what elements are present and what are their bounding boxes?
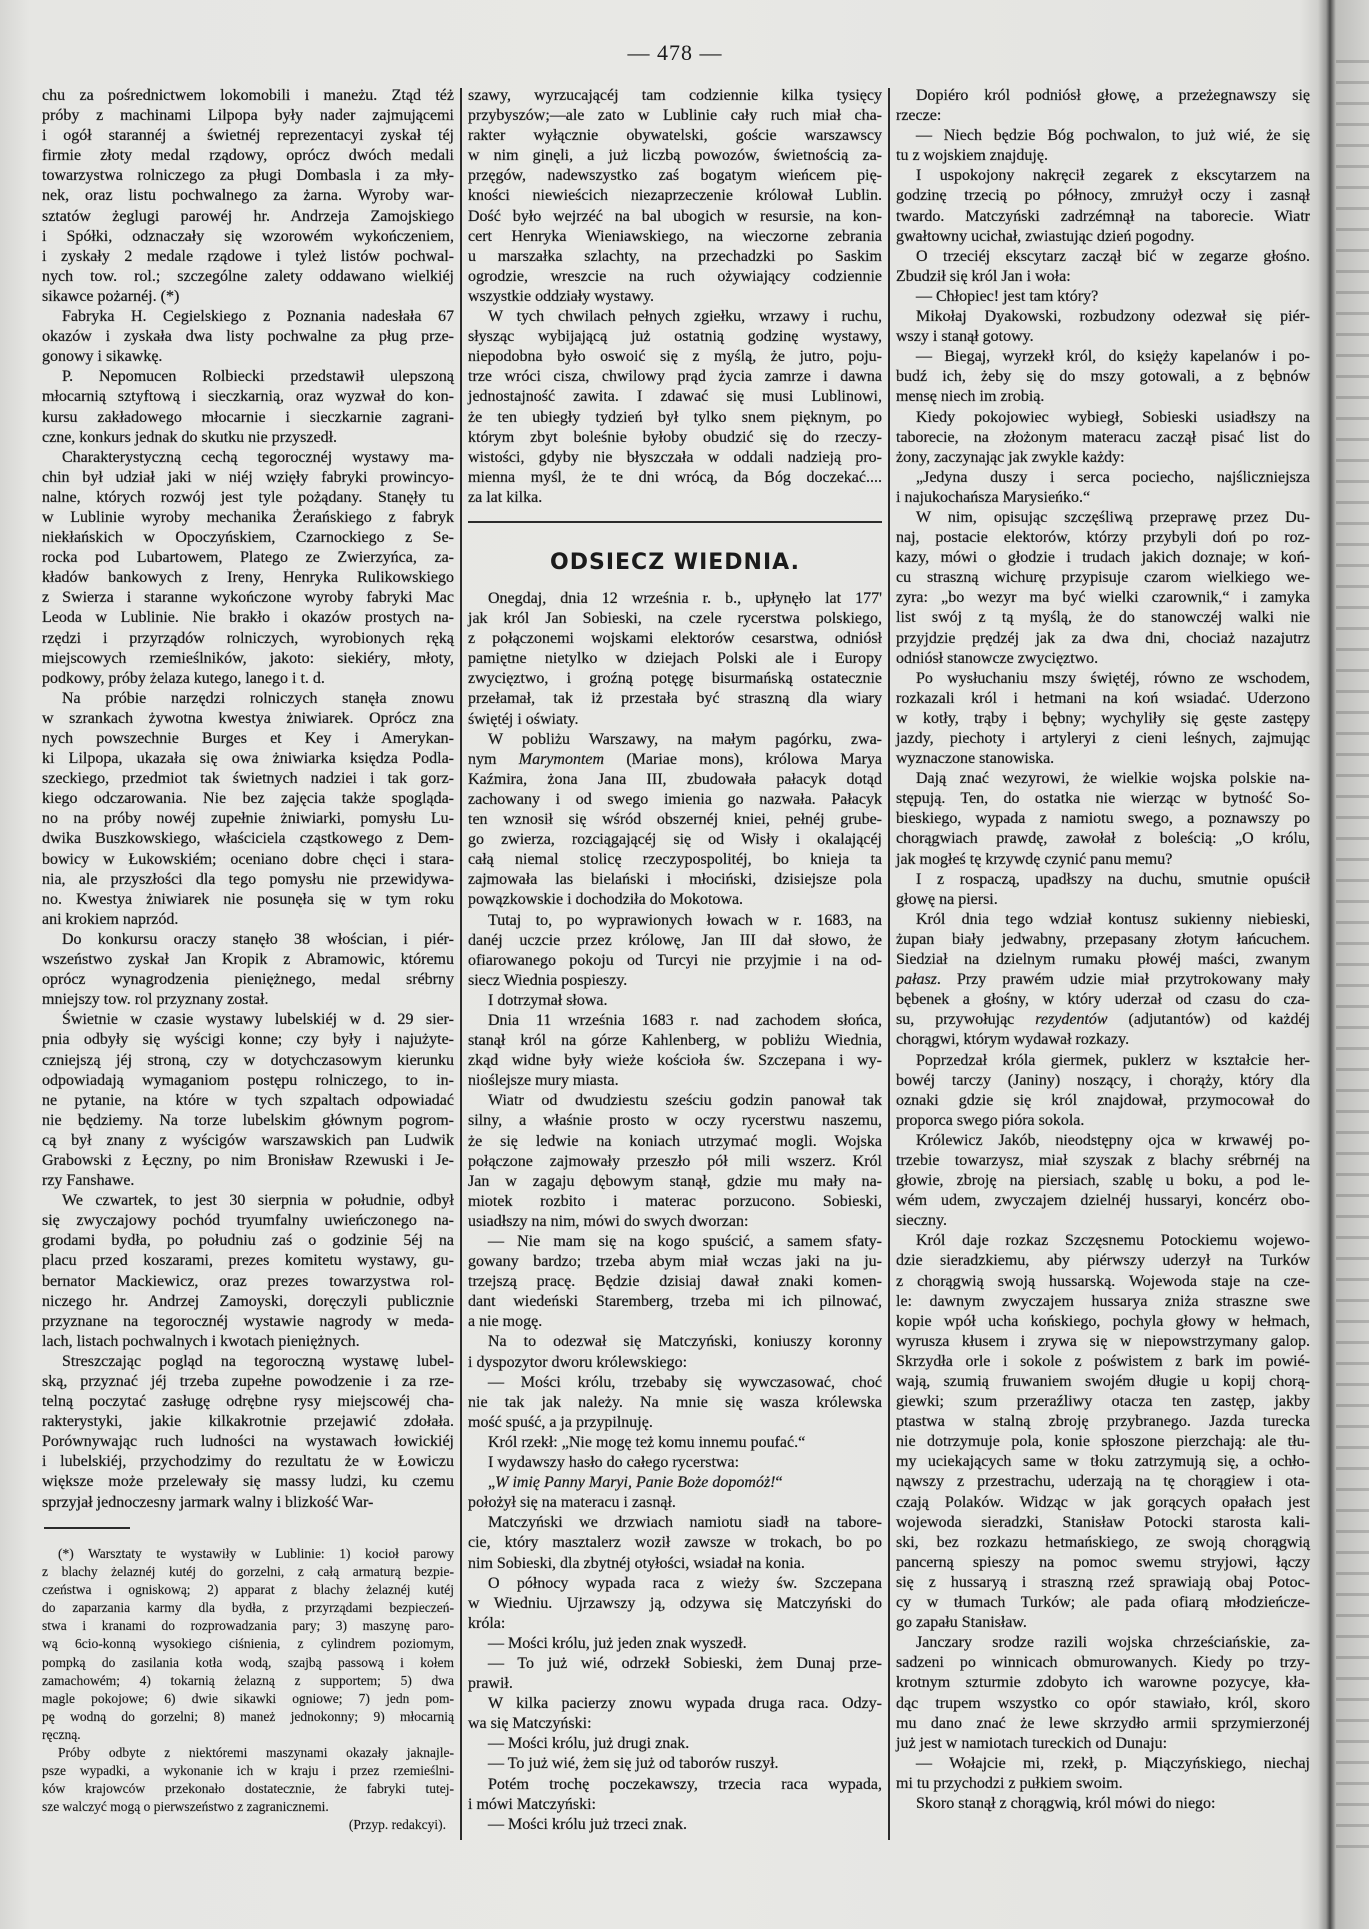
text-line: mienna myśl, że te dni wrócą, da Bóg doczekać.... <box>468 468 882 486</box>
text-line: Leoda w Lublinie. Nie brakło i okazów prostych na- <box>42 609 454 627</box>
text-line: sieczny. <box>896 1212 947 1230</box>
text-line: mi tu przychodzi z pułkiem swoim. <box>896 1774 1123 1792</box>
text-line: Janczary srodze razili wojska chrześciańskie, za- <box>916 1634 1310 1652</box>
text-line: le: dawnym zwyczajem hussarya zniża straszne swe <box>896 1292 1310 1310</box>
text-line: — Mości królu, już drugi znak. <box>488 1735 690 1753</box>
text-line: ne pytanie, na które w tych szpaltach odpowiadać <box>42 1091 454 1109</box>
text-line: Po wysłuchaniu mszy świętéj, równo ze wschodem, <box>916 669 1310 687</box>
text-line: miejscowych rzemieślników, jakoto: siekiéry, młoty, <box>42 649 454 667</box>
text-line: P. Nepomucen Rolbiecki przedstawił ulepszoną <box>62 368 454 386</box>
text-line: oznaki gdzie się król znajdował, przymocował do <box>896 1091 1310 1109</box>
text-span: (adjutantów) od każdéj <box>1107 1011 1311 1029</box>
text-line: psze wypadki, a wykonanie ich w kraju i przez rzemieślni- <box>42 1763 454 1779</box>
column-3 <box>896 86 1310 1814</box>
text-line: nioślejsze mury miasta. <box>468 1072 619 1090</box>
text-line: Dają znać wezyrowi, że wielkie wojska polskie na- <box>916 770 1310 788</box>
text-line: Skoro stanął z chorągwią, król mówi do niego: <box>916 1794 1216 1812</box>
text-line: że się ledwie na koniach utrzymać mogli. Wojska <box>468 1132 882 1150</box>
text-line: rocka pod Lubartowem, Platego ze Zwierzyńca, za- <box>42 549 454 567</box>
text-line: oprócz wynagrodzenia pieniężnego, medal srébrny <box>42 971 454 989</box>
text-line: za lat kilka. <box>468 488 543 506</box>
text-line: wą 6cio-konną wysokiego ciśnienia, z cylindrem poziomym, <box>42 1636 454 1652</box>
text-line: chu za pośrednictwem lokomobili i maneżu. Ztąd téż <box>42 87 454 104</box>
text-line: czne, konkurs jednak do skutku nie przyszedł. <box>42 428 338 446</box>
text-line: Na to odezwał się Matczyński, koniuszy koronny <box>488 1333 882 1351</box>
text-line: zajmowała las bielański i młociński, dzisiejsze pola <box>468 871 882 889</box>
text-line: pę wodną do gorzelni; 8) maneż jednokonny; 9) młocarnią <box>42 1708 454 1724</box>
text-line: króla: <box>468 1614 506 1632</box>
text-line: Król dnia tego wdział kontusz sukienny niebieski, <box>916 910 1310 928</box>
text-line: nąwszy z przestrachu, uderzają na tę chorągiew i ota- <box>896 1473 1310 1491</box>
text-line: naj, postacie elektorów, którzy przybyli doń po roz- <box>896 529 1310 547</box>
text-line: ski, bez rozkazu hetmańskiego, ze swoją chorągwią <box>896 1533 1310 1551</box>
text-line: a nie mogę. <box>468 1313 543 1331</box>
text-line: mensę niech im zrobią. <box>896 388 1045 406</box>
text-line: sze walczyć mogą o pierwszeństwo z zagranicznemi. <box>42 1799 329 1815</box>
text-line: prawił. <box>468 1675 513 1693</box>
text-line: no na próby nowéj zupełnie żniwiarki, pomysłu Lu- <box>42 810 454 828</box>
text-line: Onegdaj, dnia 12 września r. b., upłynęło lat 177' <box>488 590 882 607</box>
text-line: Dnia 11 września 1683 r. nad zachodem słońca, <box>488 1011 882 1029</box>
text-line: Porównywając ruch ludności na wystawach łowickiéj <box>42 1433 454 1451</box>
text-line: wyznaczone stanowiska. <box>896 750 1055 768</box>
text-line: I uspokojony nakręcił zegarek z ekscytarzem na <box>916 167 1310 185</box>
text-line: rzy Fanshawe. <box>42 1172 135 1190</box>
text-line: — Niech będzie Bóg pochwalon, to już wié, że się <box>916 127 1310 145</box>
text-line: i Spółki, odznaczały się wzorowém wykończeniem, <box>42 227 454 245</box>
text-line: Na próbie narzędzi rolniczych stanęła znowu <box>62 689 454 707</box>
page-number: — 478 — <box>627 40 723 65</box>
text-line: zyra: „bo wezyr ma być wielki czarownik,“ i zamyka <box>896 589 1310 607</box>
text-line: dant wiedeński Staremberg, trzeba mi ich pilnować, <box>468 1293 882 1311</box>
text-line: ten wznosił się wśród obszernéj kniei, pełnéj grube- <box>468 811 882 829</box>
adjacent-page-edge <box>1336 60 1369 1860</box>
text-line: ptastwa w stalną zbroję przybranego. Jazda turecka <box>896 1413 1310 1431</box>
text-line: godzinę trzecią po północy, zmrużył oczy i zasnął <box>896 187 1310 205</box>
text-span: su, przywołując <box>896 1011 1036 1029</box>
text-line: żupan biały jedwabny, przepasany złotym łańcuchem. <box>896 930 1310 948</box>
footnote-divider <box>44 1527 130 1529</box>
text-line: — Mości królu, trzebaby się wywczasować, choć <box>488 1373 882 1391</box>
text-line: Do konkursu oraczy stanęło 38 włościan, i piér- <box>62 930 454 948</box>
text-line: odniósł stanowcze zwycięztwo. <box>896 649 1099 667</box>
text-span: (Mariae mons), królowa Marya <box>604 750 882 768</box>
text-line: chin był udział jaki w niéj wzięły fabryki prowincyo- <box>42 468 454 486</box>
text-line: większe może przelewały się massy ludzi, ku czemu <box>42 1473 454 1491</box>
text-line: u marszałka szlachty, na przechadzki po Saskim <box>468 247 882 265</box>
text-line: I z rospaczą, upadłszy na duchu, smutnie opuścił <box>916 870 1310 888</box>
text-line: I wydawszy hasło do całego rycerstwa: <box>488 1454 740 1472</box>
text-line: Zbudził się król Jan i woła: <box>896 267 1071 285</box>
text-line: Król daje rozkaz Szczęsnemu Potockiemu wojewo- <box>916 1232 1310 1250</box>
text-line: — To już wié, żem się już od taborów ruszył. <box>488 1755 779 1773</box>
text-line: że ten ubiegły tydzień był tylko snem pięknym, po <box>468 408 882 426</box>
text-line: cie, który masztalerz woził zawsze w trokach, bo po <box>468 1534 882 1552</box>
text-line: silny, a właśnie prosto w oczy rycerstwu naszemu, <box>468 1112 882 1130</box>
text-line: wa się Matczyński: <box>468 1715 592 1733</box>
text-line: stanął król na górze Kahlenberg, w pobliżu Wiednia, <box>468 1032 882 1050</box>
text-line: placu przed koszarami, prezes komitetu wystawy, gu- <box>42 1252 454 1270</box>
text-line: wszy i stanął gotowy. <box>896 328 1034 346</box>
text-line: nim Sobieski, dla zbytnéj otyłości, wsiadał na konia. <box>468 1554 805 1572</box>
text-line: my uciekających same w tłoku zatrzymują się, a ochło- <box>896 1453 1310 1471</box>
text-line: Tutaj to, po wyprawionych łowach w r. 1683, na <box>488 911 882 929</box>
text-line: przełamał, tak iż przestała być straszną dla wiary <box>468 690 882 708</box>
text-line: jednostajność zawita. I zdawać się musi Lublinowi, <box>468 388 882 406</box>
column-divider-2 <box>888 88 890 1840</box>
text-line: młocarnią sztyftową i sieczkarnią, oraz wyzwał do kon- <box>42 388 454 406</box>
text-line: bębenek a głośny, w który uderzał od czasu do cza- <box>896 991 1310 1009</box>
text-line: sadzeni po winnicach obmurowanych. Kiedy po trzy- <box>896 1654 1310 1672</box>
text-line: Grabowski z Łęczny, po nim Bronisław Rzewuski i Je- <box>42 1151 454 1169</box>
text-line: ki Lilpopa, ukazała się owa żniwiarka księdza Podla- <box>42 750 454 768</box>
text-line: Fabryka H. Cegielskiego z Poznania nadesłała 67 <box>62 308 454 326</box>
text-line: zachowany i od swego imienia go nazwała. Pałacyk <box>468 790 882 808</box>
text-line: pancerną spieszy na pomoc swemu stryjowi, łączy <box>896 1553 1310 1571</box>
text-line: tu z wojskiem znajduję. <box>896 147 1048 165</box>
text-line: W nim, opisując szczęśliwą przeprawę przez Du- <box>916 508 1310 526</box>
column-2-top <box>468 86 882 508</box>
text-line: próby z machinami Lilpopa były nader zajmującemi <box>42 107 454 125</box>
text-line: ani krokiem naprzód. <box>42 910 179 928</box>
text-line: głowie, zbroję na piersiach, szablę u boku, a pod le- <box>896 1172 1310 1190</box>
text-line: usiadłszy na nim, mówi do swych dworzan: <box>468 1212 749 1230</box>
text-line: do zaparzania karmy dla bydła, z przyrządami bezpieczeń- <box>42 1600 454 1616</box>
text-line: ręczną. <box>42 1726 81 1742</box>
text-line: bowicy w Łukowskiém; oceniano dobre chęci i stara- <box>42 850 454 868</box>
text-line: dzie sieradzkiemu, aby piérwszy uderzył na Turków <box>896 1252 1310 1270</box>
text-line: nych powszechnie Burges et Key i Amerykan- <box>42 730 454 747</box>
text-line: sprzyjał jednoczesny jarmark walny i blizkość War- <box>42 1493 374 1511</box>
text-line: Streszczając pogląd na tegoroczną wystawę lubel- <box>62 1352 454 1370</box>
text-line: taborecie, na złożonym materacu zaczął pisać list do <box>896 428 1310 446</box>
text-line: się z hussaryą i straszną rzeź sprawiają obaj Potoc- <box>896 1573 1310 1591</box>
text-line: rzędzi i przyrządów rolniczych, wyrobionych ręką <box>42 629 454 647</box>
text-line: list swój z tą myślą, że do stanowczéj walki nie <box>896 609 1310 627</box>
text-line: gwałtowny ucichał, zwiastując dzień pogodny. <box>896 227 1195 245</box>
text-line: Król rzekł: „Nie mogę też komu innemu poufać.“ <box>488 1433 806 1451</box>
text-line: W pobliżu Warszawy, na małym pagórku, zwa- <box>488 730 882 748</box>
text-line: go zapału Stanisław. <box>896 1614 1027 1632</box>
text-line: ków krajowców przekonało dostatecznie, że fabryki tutej- <box>42 1781 454 1797</box>
text-line: jak mogłeś tę krzywdę czynić panu memu? <box>896 850 1173 868</box>
text-line: przęgów, nadewszystko zaś bogatym wieńcem pię- <box>468 167 882 185</box>
text-line: szawy, wyrzucającéj tam codziennie kilka tysięcy <box>468 87 882 104</box>
text-line: stępują. Ten, do ostatka nie wierząc w bytność So- <box>896 790 1310 808</box>
text-line: żony, zaczynając jak zwykle każdy: <box>896 448 1125 466</box>
text-line: Królewicz Jakób, nieodstępny ojca w krwawéj po- <box>916 1131 1310 1149</box>
text-line: świętéj i oświaty. <box>468 710 579 728</box>
text-line: We czwartek, to jest 30 sierpnia w południe, odbył <box>62 1192 454 1210</box>
text-line: dąc trupem wszystko co opór stawiało, król, skoro <box>896 1694 1310 1712</box>
text-line: i najukochańsza Marysieńko.“ <box>896 488 1091 506</box>
text-line: wistości, gdyby nie błyszczała w oddali nadzieją pro- <box>468 448 882 466</box>
text-line: wszystkie oddziały wystawy. <box>468 287 655 305</box>
text-span: . Przy prawém udzie miał przytrokowany mały <box>936 971 1310 989</box>
text-line: czeństwa i ogniskową; 2) apparat z blachy żelaznéj kutéj <box>42 1582 454 1598</box>
text-line: połączone zajmowały przeszło pół mili wszerz. Król <box>468 1152 882 1170</box>
text-line: nie dotrzymuje pola, konie spłoszone pierzchają: ale tłu- <box>896 1433 1310 1451</box>
text-line: mniejszy tow. rol przyznany został. <box>42 991 269 1009</box>
text-line: mu dano znać że lewe skrzydło armii sprzymierzonéj <box>896 1714 1310 1732</box>
text-line: Wiatr od dwudziestu sześciu godzin panował tak <box>488 1092 882 1110</box>
text-line: Jan w zagaju dębowym stanął, gdzie mu mały na- <box>468 1172 882 1190</box>
text-line: zamachowém; 4) tokarnią żelazną z supportem; 5) dwa <box>42 1672 454 1688</box>
text-line: kopie wpół ucha końskiego, pochyla głowy w hełmach, <box>896 1312 1310 1330</box>
text-line: siecz Wiednia pospieszy. <box>468 971 628 989</box>
text-line: nia, ale przyszłości dla tego pomysłu nie przewidywa- <box>42 870 454 888</box>
text-line: z chorągwią swoją hussarską. Wojewoda staje na cze- <box>896 1272 1310 1290</box>
text-line: szeckiego, przedmiot tak świetnych nadziei i tak gorz- <box>42 770 454 788</box>
italic-text: Marymontem <box>518 750 605 768</box>
text-line: Matczyński we drzwiach namiotu siadł na tabore- <box>488 1514 882 1532</box>
text-line: Dopiéro król podniósł głowę, a przeżegnawszy się <box>916 87 1310 104</box>
text-line: mość spuść, a ja przypilnuję. <box>468 1413 653 1431</box>
text-line: wszeństwo zyskał Jan Kropik z Abramowic, któremu <box>42 951 454 969</box>
text-line: towarzystwa rolniczego za pługi Dombasla i za mły- <box>42 167 454 185</box>
text-line: Potém trochę poczekawszy, trzecia raca wypada, <box>488 1775 882 1793</box>
text-line: rozkazali król i hetmani na koń wsiadać. Uderzono <box>896 689 1310 707</box>
text-line: no. Kwestya żniwiarek nie posunęła się w tym roku <box>42 890 454 908</box>
text-line: ofiarowanego pokoju od Turcyi nie przyjmie i na od- <box>468 951 882 969</box>
text-line: nie tak jak należy. Na mnie się wasza królewska <box>468 1393 882 1411</box>
text-line: i ogół starannéj a świetnéj reprezentacyi zyskał téj <box>42 127 454 145</box>
text-line: Kiedy pokojowiec wybiegł, Sobieski usiadłszy na <box>916 408 1310 426</box>
text-line: wém udem, zwyczajem dzielnéj hussaryi, koncérz obo- <box>896 1192 1310 1210</box>
text-line: — Biegaj, wyrzekł król, do księży kapelanów i po- <box>916 348 1310 366</box>
text-line: kursu zakładowego młocarnie i sieczkarnie zagrani- <box>42 408 454 426</box>
text-line: twardo. Matczyński zadrzémnął na taborecie. Wiatr <box>896 207 1310 225</box>
text-line: kiego odczarowania. Nie bez zajęcia także spogląda- <box>42 790 454 808</box>
text-line: stwa i kranami do rozprowadzania pary; 3) maszynę paro- <box>42 1618 454 1634</box>
text-line: wojewoda sieradzki, Stanisław Potocki starosta kali- <box>896 1513 1310 1531</box>
text-line: niekłańskich w Opoczyńskiem, Czarnockiego z Se- <box>42 529 454 547</box>
text-line: magle pokojowe; 6) dwie sikawki ogniowe; 7) jedn pom- <box>42 1690 454 1706</box>
text-line: czniejszą jéj stroną, czy w dotychczasowym kierunku <box>42 1051 454 1069</box>
text-line: którym zbyt boleśnie byłoby obudzić się do rzeczy- <box>468 428 882 446</box>
text-line: — Mości królu już trzeci znak. <box>488 1815 688 1833</box>
text-line: i lubelskiéj, przychodzimy do rezultatu że w Łowiczu <box>42 1453 454 1471</box>
text-line: nie będziemy. Na torze lubelskim głównym pogrom- <box>42 1111 454 1129</box>
text-line: podkowy, próby żelaza kutego, lanego i t. d. <box>42 669 325 687</box>
text-line: cą był znany z wyścigów warszawskich pan Ludwik <box>42 1131 454 1149</box>
text-line: już jest w namiotach tureckich od Dunaju: <box>896 1734 1168 1752</box>
text-line: trzebie towarzysz, miał szyszak z blachy srébrnéj na <box>896 1151 1310 1169</box>
text-line: firmie złoty medal rządowy, oprócz dwóch medali <box>42 147 454 165</box>
text-line: niczego hr. Andrzej Zamoyski, doręczyli publicznie <box>42 1292 454 1310</box>
text-line: sikawce pożarnéj. (*) <box>42 287 180 305</box>
column-1-footnote <box>42 1545 454 1835</box>
text-line: pamiętne nietylko w dziejach Polski ale i Europy <box>468 650 882 668</box>
text-line: nek, oraz listu pochwalnego za żarna. Wyroby war- <box>42 187 454 205</box>
text-line: i zyskały 2 medale rządowe i tyleż listów pochwal- <box>42 247 454 265</box>
text-line: nalne, których rozwój jest tyle pożądany. Stanęły tu <box>42 488 454 506</box>
text-line: I dotrzymał słowa. <box>488 991 608 1009</box>
text-line: Poprzedzał króla giermek, puklerz w kształcie her- <box>916 1051 1310 1069</box>
text-line: O północy wypada raca z wieży św. Szczepana <box>488 1574 882 1592</box>
text-line: jak król Jan Sobieski, na czele rycerstwa polskiego, <box>468 610 882 628</box>
italic-text: W imię Panny Maryi, Panie Boże dopomóż! <box>495 1474 776 1492</box>
text-line: Siedział na dzielnym rumaku płowéj maści, zwanym <box>896 951 1310 969</box>
text-line: kazy, mówi o głodzie i trudach jakich doznaje; w koń- <box>896 549 1310 567</box>
italic-text: rezydentów <box>1035 1011 1108 1029</box>
text-line: kładów bankowych z Ireny, Henryka Rulikowskiego <box>42 569 454 587</box>
column-2-bottom <box>468 589 882 1835</box>
text-line: miotek rozbito i materac porzucono. Sobieski, <box>468 1192 882 1210</box>
text-line: zwycięztwo, i groźną potęgę bisurmańską ostatecznie <box>468 670 882 688</box>
text-line: położył się na materacu i zasnął. <box>468 1494 676 1512</box>
text-line <box>468 750 882 770</box>
text-line: — Mości królu, już jeden znak wyszedł. <box>488 1634 747 1652</box>
text-line: bieskiego, wypada z namiotu swego, a poznawszy po <box>896 810 1310 828</box>
article-title: ODSIECZ WIEDNIA. <box>550 550 800 575</box>
text-line: cu straszną wichurę przypisuje czarom wielkiego we- <box>896 569 1310 587</box>
text-line: zkąd widne były wieże kościoła św. Szczepana i wy- <box>468 1052 882 1070</box>
text-span: nym <box>468 750 519 768</box>
text-line: cert Henryka Wieniawskiego, na wieczorne zebrania <box>468 227 882 245</box>
text-line: lach, listach pochwalnych i kwotach pieniężnych. <box>42 1332 360 1350</box>
text-line: Kaźmira, żona Jana III, zbudowała pałacyk dotąd <box>468 770 882 788</box>
text-line: sztatów żeglugi parowéj hr. Andrzeja Zamojskiego <box>42 207 454 225</box>
text-line: — Wołajcie mi, rzekł, p. Miączyńskiego, niechaj <box>916 1754 1310 1772</box>
text-line: W kilka pacierzy znowu wypada druga raca. Odzy- <box>488 1695 882 1713</box>
text-line: (*) Warsztaty te wystawiły w Lublinie: 1) kocioł parowy <box>58 1546 454 1561</box>
text-line: z Swierza i staranne wykończone wyroby fabryki Mac <box>42 589 454 607</box>
text-line: bowéj tarczy (Janiny) noszący, i chorąży, który dla <box>896 1071 1310 1089</box>
text-line <box>896 1010 1310 1030</box>
text-line: danéj uczcie przez królowę, Jan III dał słowo, że <box>468 931 882 949</box>
text-line: wają, szumią fruwaniem swojém długie u kopij chorą- <box>896 1373 1310 1390</box>
text-line: O trzeciéj ekscytarz zaczął bić w zegarze głośno. <box>916 247 1310 265</box>
text-line: gonowy i sikawkę. <box>42 348 163 366</box>
text-line: gowany bardzo; trzeba abym miał wczas jaki na ju- <box>468 1253 882 1271</box>
text-line: — To już wié, odrzekł Sobieski, żem Dunaj prze- <box>488 1654 882 1672</box>
text-line: przyznane na tegorocznéj wystawie nagrody w meda- <box>42 1312 454 1330</box>
text-span: “ <box>775 1474 783 1492</box>
text-line: bernator Mackiewicz, oraz prezes towarzystwa rol- <box>42 1272 454 1290</box>
text-line: proporca swego pióra sokola. <box>896 1111 1085 1129</box>
text-line: rakterystyki, jakie kilkakrotnie przejawić zdołała. <box>42 1413 454 1431</box>
text-line: chorągwiach prawdę, zawołał z boleścią: „O królu, <box>896 830 1310 848</box>
text-line: słysząc wybijającą już ostatnią godzinę wystawy, <box>468 328 882 346</box>
text-line: chorągwi, którym wydawał rozkazy. <box>896 1031 1130 1049</box>
text-line: Charakterystyczną cechą tegorocznéj wystawy ma- <box>62 448 454 466</box>
column-divider-1 <box>460 88 462 1840</box>
text-line: kności niewieścich niezaprzeczenie królował Lublin. <box>468 187 882 205</box>
text-line: W tych chwilach pełnych zgiełku, wrzawy i ruchu, <box>488 308 882 326</box>
text-line: trzejszą pracę. Będzie dzisiaj dawał znaki komen- <box>468 1273 882 1291</box>
text-line: ską, przyznać jéj trzeba zupełne powodzenie i za rze- <box>42 1373 454 1390</box>
column-1-body <box>42 86 454 1513</box>
text-line: powązkowskie i dochodziła do Mokotowa. <box>468 891 744 909</box>
text-line: trze wróci cisza, chwilowy prąd życia zamrze i dawna <box>468 368 882 386</box>
text-line: pompką do zasilania kotła wodą, szajbą passową i kołem <box>42 1654 454 1670</box>
text-line: budź ich, żeby się do mszy gotowali, a z bębnów <box>896 368 1310 386</box>
text-line: wyrusza kłusem i zrywa się w niepowstrzymany galop. <box>896 1332 1310 1350</box>
text-line: głowę na piersi. <box>896 890 998 908</box>
text-line: Mikołaj Dyakowski, rozbudzony odezwał się piér- <box>916 308 1310 326</box>
text-line: się zwyczajowy pochód tryumfalny uwieńczonego na- <box>42 1212 454 1230</box>
text-span: „ <box>488 1474 496 1492</box>
text-line: dwika Buszkowskiego, właściciela cząstkowego z Dem- <box>42 830 454 848</box>
text-line: okazów i zyskała dwa listy pochwalne za pług prze- <box>42 328 454 346</box>
text-line: i mówi Matczyński: <box>468 1795 596 1813</box>
text-line: „Jedyna duszy i serca pociecho, najśliczniejsza <box>916 468 1310 486</box>
text-line: Próby odbyte z niektóremi maszynami okazały jaknajle- <box>58 1745 454 1761</box>
text-line: z połączonemi wojskami elektorów cesarstwa, odniósł <box>468 630 882 648</box>
text-line: niepodobna było oswoić się z myślą, że jutro, poju- <box>468 348 882 366</box>
text-line: odpowiadają wymaganiom postępu rolniczego, to in- <box>42 1071 454 1089</box>
text-line: w nim ginęli, a już liczbą powozów, świetnością za- <box>468 147 882 165</box>
text-line: rakter wyłącznie obywatelski, goście warszawscy <box>468 127 882 145</box>
text-line <box>896 970 1310 990</box>
text-line: (Przyp. redakcyi). <box>348 1817 446 1833</box>
text-line: telną poczytać zasługę odrębne rysy miejscowéj cha- <box>42 1393 454 1411</box>
text-line: Skrzydła orle i sokole z poświstem z bark im powié- <box>896 1352 1310 1370</box>
text-line: z blachy żelaznéj kutéj do gorzelni, z całą armaturą bezpie- <box>42 1564 454 1580</box>
text-line: w kotły, trąby i bębny; wychyliły się gęste zastępy <box>896 709 1310 727</box>
text-line: rzecze: <box>896 107 942 125</box>
text-line: w Wiedniu. Ujrzawszy ją, odzywa się Matczyński do <box>468 1594 882 1612</box>
text-line: przybyszów;—ale zato w Lublinie cały ruch miał cha- <box>468 107 882 125</box>
text-line: ogrodzie, wreszcie na ruch ożywiający codziennie <box>468 267 882 285</box>
text-line: pnia odbyły się wyścigi konne; czy były i najużyte- <box>42 1031 454 1049</box>
text-line: w Lublinie wyroby mechanika Żerańskiego z fabryk <box>42 508 454 526</box>
text-line: nych tow. rol.; szczególne zalety oddawano wielkiéj <box>42 267 454 285</box>
italic-text: pałasz <box>896 971 937 989</box>
text-line <box>468 1473 882 1493</box>
text-line: w szrankach żywotna kwestya żniwiarek. Oprócz zna <box>42 709 454 727</box>
text-line: całą niemal stolicę rzeczypospolitéj, bo knieja ta <box>468 851 882 869</box>
article-divider <box>468 521 882 523</box>
text-line: — Nie mam się na kogo spuścić, a samem sfaty- <box>488 1233 882 1250</box>
text-line: Świetnie w czasie wystawy lubelskiéj w d. 29 sier- <box>62 1011 454 1029</box>
text-line: go zwierza, rozciągającéj się od Wisły i okalającéj <box>468 831 882 849</box>
text-line: — Chłopiec! jest tam który? <box>916 287 1099 305</box>
text-line: cy w tłumach Turków; ale pada ofiarą młodzieńcze- <box>896 1594 1310 1612</box>
text-line: przyjdzie prędzéj jak za dwa dni, chociaż nazajutrz <box>896 629 1310 647</box>
text-line: krotnym szturmie zdobyto ich warowne pozycye, kła- <box>896 1674 1310 1692</box>
text-line: grodami bydła, po południu zaś o godzinie 5éj na <box>42 1232 454 1250</box>
text-line: Dość było wejrzéć na bal ubogich w resursie, na kon- <box>468 207 882 225</box>
text-line: giewki; szum przeraźliwy otacza ten zastęp, jakby <box>896 1393 1310 1411</box>
text-line: jazdy, piechoty i artyleryi z cieni leśnych, zajmując <box>896 730 1310 747</box>
text-line: i dyspozytor dworu królewskiego: <box>468 1353 688 1371</box>
text-line: czają Polaków. Widząc w jak gorących opałach jest <box>896 1493 1310 1511</box>
